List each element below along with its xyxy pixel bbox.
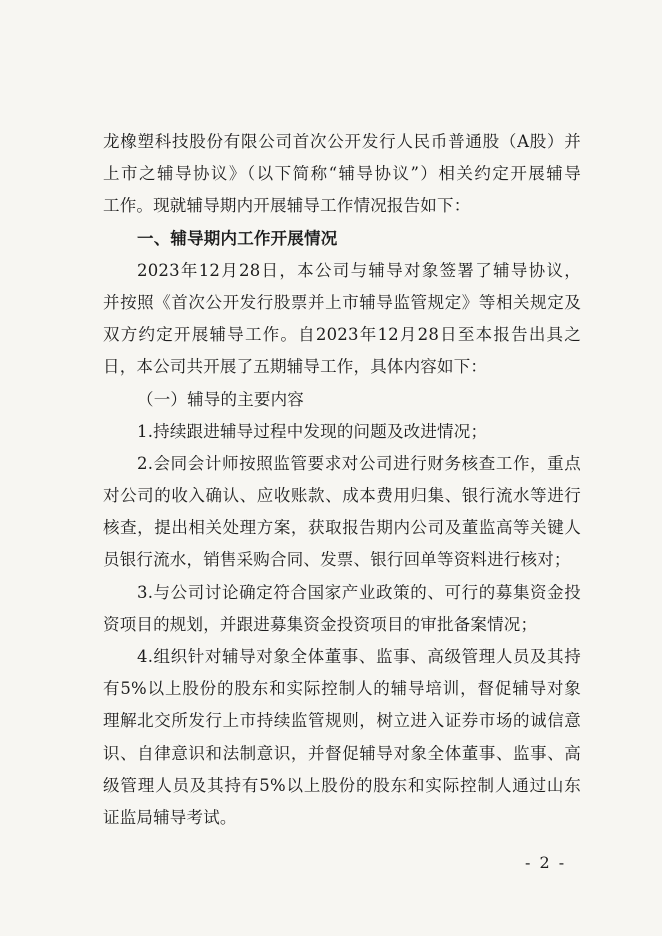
body-line: 对公司的收入确认、应收账款、成本费用归集、银行流水等进行	[103, 486, 581, 506]
body-line: 双方约定开展辅导工作。自2023年12月28日至本报告出具之	[103, 325, 581, 345]
list-item: 3.与公司讨论确定符合国家产业政策的、可行的募集资金投	[137, 582, 581, 602]
body-line: 龙橡塑科技股份有限公司首次公开发行人民币普通股（A股）并	[103, 132, 581, 151]
document-body	[103, 126, 581, 834]
body-line: 资项目的规划，并跟进募集资金投资项目的审批备案情况；	[103, 614, 538, 634]
body-line: 有5%以上股份的股东和实际控制人的辅导培训，督促辅导对象	[103, 679, 581, 699]
section-heading: 一、辅导期内工作开展情况	[137, 228, 338, 248]
body-line: 级管理人员及其持有5%以上股份的股东和实际控制人通过山东	[103, 775, 581, 795]
body-line: 员银行流水，销售采购合同、发票、银行回单等资料进行核对；	[103, 550, 571, 570]
list-item: 1.持续跟进辅导过程中发现的问题及改进情况；	[137, 421, 488, 441]
body-line: 并按照《首次公开发行股票并上市辅导监管规定》等相关规定及	[103, 292, 581, 312]
body-line: 日，本公司共开展了五期辅导工作，具体内容如下：	[103, 357, 488, 377]
subsection-heading: （一）辅导的主要内容	[137, 389, 304, 409]
list-item: 4.组织针对辅导对象全体董事、监事、高级管理人员及其持	[137, 647, 581, 666]
page-number: - 2 -	[525, 853, 567, 872]
body-line: 理解北交所发行上市持续监管规则，树立进入证券市场的诚信意	[103, 711, 581, 731]
body-line: 证监局辅导考试。	[103, 807, 237, 827]
body-line: 工作。现就辅导期内开展辅导工作情况报告如下：	[103, 196, 471, 216]
list-item: 2.会同会计师按照监管要求对公司进行财务核查工作，重点	[137, 453, 581, 473]
body-line: 上市之辅导协议》（以下简称“辅导协议”）相关约定开展辅导	[103, 164, 581, 184]
body-line: 核查，提出相关处理方案，获取报告期内公司及董监高等关键人	[103, 518, 581, 538]
body-line: 2023年12月28日，本公司与辅导对象签署了辅导协议，	[137, 260, 581, 280]
body-line: 识、自律意识和法制意识，并督促辅导对象全体董事、监事、高	[103, 743, 581, 763]
